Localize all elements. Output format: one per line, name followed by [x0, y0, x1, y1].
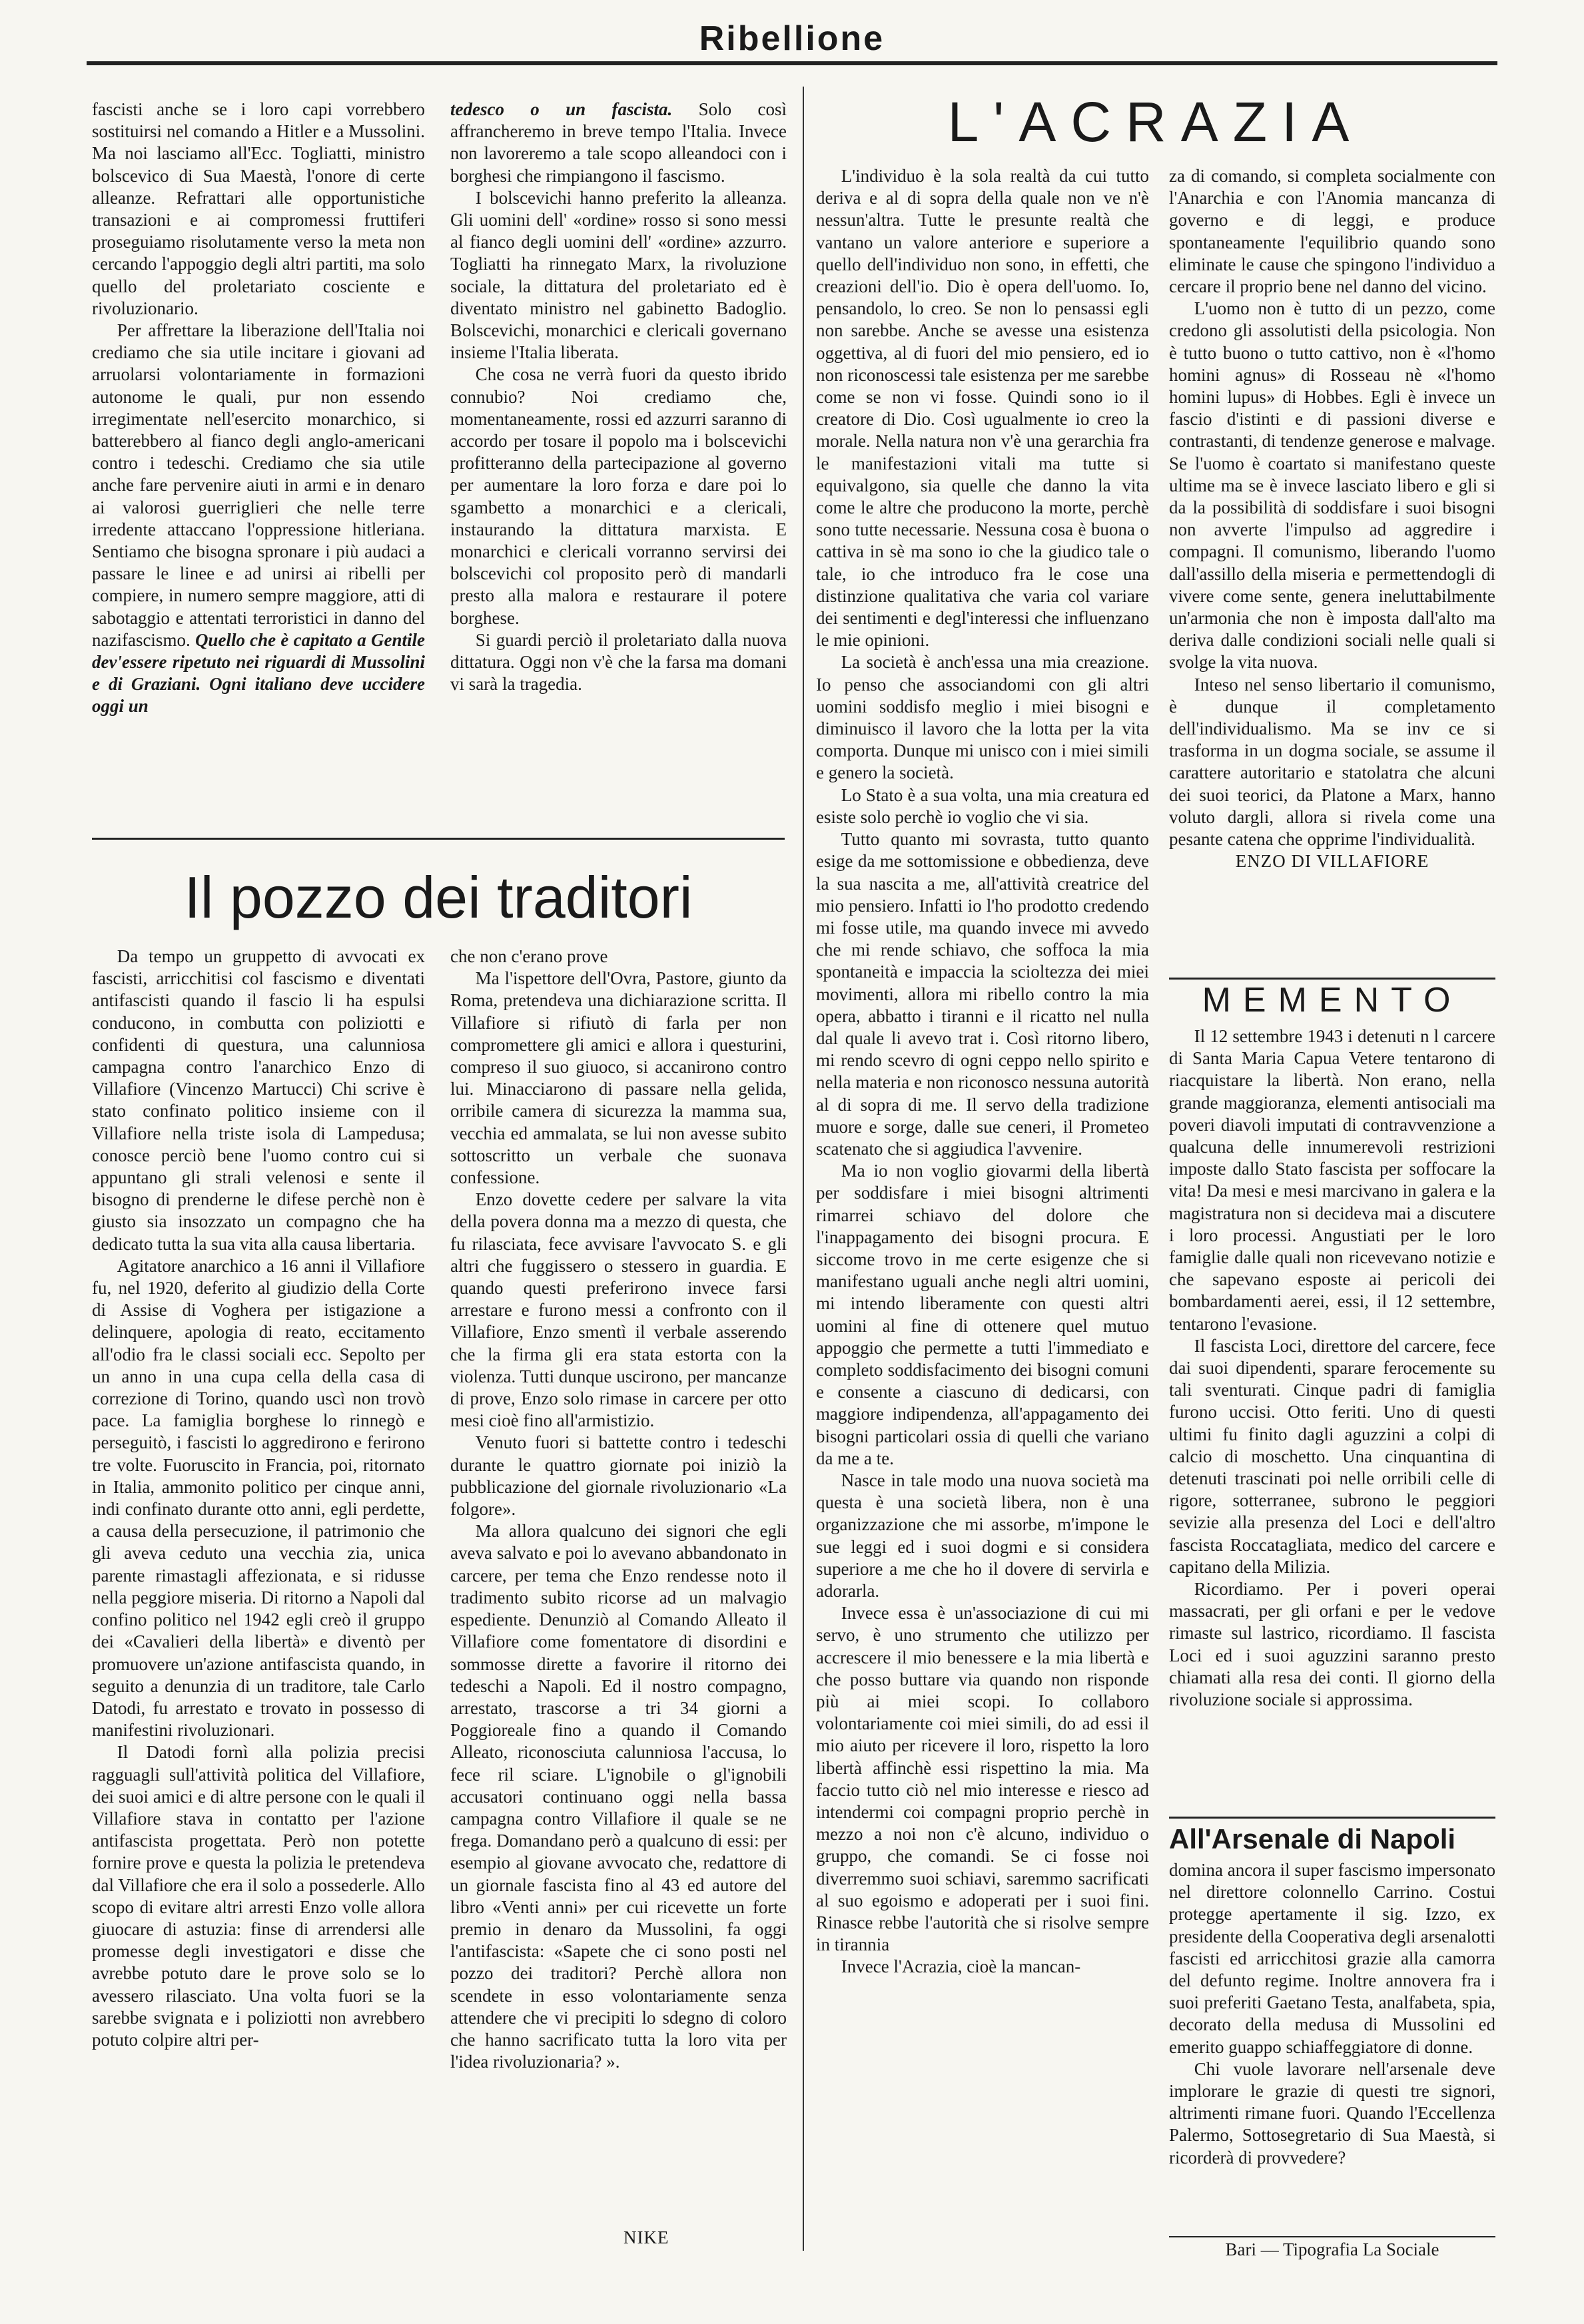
printer-imprint: Bari — Tipografia La Sociale: [1225, 2239, 1439, 2259]
pozzo-signature: NIKE: [623, 2227, 669, 2247]
acrazia-paragraph-7: Invece essa è un'associazione di cui mi servo, è uno strumento che utilizzo per accrescere il mio benessere e la mia libertà e che posso buttare via quando non risponde più ai miei scopi. Io collaboro volontariamente coi miei simili, do ad essi il mio aiuto per ricevere il loro, rispetto la loro libertà affinchè essi rispettino la mia. Ma faccio tutto ciò nel mio interesse e riesco ad intendermi coi compagni proprio perchè in mezzo a noi non c'è alcuno, individuo o gruppo, che comandi. Se ci fosse noi diverremmo suoi schiavi, saremmo sacrificati al suo egoismo e adoperati per i suoi fini. Rinasce rebbe l'autorità che si risolve sempre in tirannia: [816, 1603, 1149, 1955]
intro-paragraph-3-text: Solo così affrancheremo in breve tempo l'Italia. Invece non lavoreremo a tale scopo alleandoci con i borghesi che rimpiangono il fascismo.: [450, 99, 787, 186]
memento-column: [1169, 1025, 1495, 1825]
arsenale-title: All'Arsenale di Napoli: [1169, 1823, 1456, 1855]
acrazia-paragraph-10: L'uomo non è tutto di un pezzo, come credono gli assolutisti della psicologia. Non è tutto buono o tutto cattivo, non è «l'homo homini agnus» di Rosseau nè «l'homo homini lupus» di Hobbes. Egli è invece un fascio d'istinti e di passioni diverse e contrastanti, di tendenze generose e malvage. Se l'uomo è coartato si manifestano queste ultime ma se è invece lasciato libero e gli si da la possibilità di soddisfare i suoi bisogni non avverte l'impulso ad aggredire i compagni. Il comunismo, liberando l'uomo dall'assillo della miseria e permettendogli di vivere come sente, genera ineluttabilmente un'armonia che non è imposta dall'alto ma deriva dalle condizioni sociali nelle quali si svolge la vita nuova.: [1169, 298, 1495, 673]
pozzo-paragraph-5: Ma l'ispettore dell'Ovra, Pastore, giunto da Roma, pretendeva una dichiarazione scritta. Il Villafiore si rifiutò di farla per non compromettere gli amici e allora i questurini, compreso il suo giuoco, si accanirono contro lui. Minacciarono di passare nella gelida, orribile camera di sicurezza la mamma sua, vecchia ed ammalata, se lui non avesse subito sottoscritto un verbale che suonava confessione.: [450, 968, 787, 1188]
intro-column-1: [92, 99, 425, 804]
intro-paragraph-4: I bolscevichi hanno preferito la alleanza. Gli uomini dell' «ordine» rosso si sono messi al fianco degli uomini dell' «ordine» azzurro. Togliatti ha rinnegato Marx, la rivoluzione sociale, la dittatura del proletariato ed è diventato ministro nel gabinetto Badoglio. Bolscevichi, monarchici e clericali governano insieme l'Italia liberata.: [450, 187, 787, 363]
intro-paragraph-2-text: Per affrettare la liberazione dell'Italia noi crediamo che sia utile incitare i giovani ad arruolarsi volontariamente in formazioni autonome le quali, pur non essendo irregimentate nell'esercito monarchico, si batterebbero al fianco degli anglo-americani contro i tedeschi. Crediamo che sia utile anche fare pervenire aiuti in armi e in denaro ai valorosi guerriglieri che nelle terre irredente attaccano l'oppressione hitleriana. Sentiamo che bisogna spronare i più audaci a passare le linee e ad unirsi ai ribelli per compiere, in numero sempre maggiore, atti di sabotaggio e attentati terroristici in danno del nazifascismo.: [92, 320, 425, 650]
intro-emphasis-2: tedesco o un fascista.: [450, 99, 673, 119]
memento-paragraph-1: Il 12 settembre 1943 i detenuti n l carcere di Santa Maria Capua Vetere tentarono di riacquistare la libertà. Non erano, nella grande maggioranza, elementi antisociali ma poveri diavoli imputati di contravvenzione a qualcuna delle innumerevoli restrizioni imposte dallo Stato fascista per soffocare la vita! Da mesi e mesi marcivano in galera e la magistratura non si decideva mai a discutere i loro processi. Angustiati per le loro famiglie dalle quali non ricevevano notizie e che sapevano esposte ai pericoli dei bombardamenti aerei, essi, il 12 settembre, tentarono l'evasione.: [1169, 1026, 1495, 1334]
arsenale-paragraph-1: domina ancora il super fascismo impersonato nel direttore colonnello Carrino. Costui protegge apertamente il sig. Izzo, ex presidente della Cooperativa degli arsenalotti fascisti ed arricchitosi grazie alla camorra del defunto regime. Inoltre annovera fra i suoi preferiti Gaetano Testa, analfabeta, spia, decorato della medusa di Mussolini ed emerito guappo schiaffeggiatore di donne.: [1169, 1860, 1495, 2057]
acrazia-paragraph-4: Tutto quanto mi sovrasta, tutto quanto esige da me sottomissione e obbedienza, deve la sua nascita a me, all'attività creatrice del mio pensiero. Infatti io l'ho prodotto credendo mi fosse utile, ma quando invece mi avvedo che mi rende schiavo, che soffoca la mia spontaneità e impaccia la scioltezza dei miei movimenti, allora mi ribello contro la mia opera, abbatto i tiranni e il ricatto nel nulla dal quale li avevo trat i. Così ritorno libero, mi rendo scevro di ogni ceppo nello spirito e nella materia e non riconosco nessuna autorità al di sopra di me. Il servo della tradizione muore e sorge, dalle sue ceneri, il Prometeo scatenato che si aggiudica l'avvenire.: [816, 829, 1149, 1159]
acrazia-paragraph-11: Inteso nel senso libertario il comunismo, è dunque il completamento dell'individualismo. Ma se inv ce si trasforma in un dogma sociale, se assume il carattere autoritario e statolatra che alcuni dei suoi teorici, da Platone a Marx, hanno voluto dargli, allora si rivela come una pesante catena che opprime l'individualità.: [1169, 674, 1495, 850]
pozzo-title: Il pozzo dei traditori: [184, 864, 693, 930]
masthead: [87, 19, 1497, 65]
pozzo-paragraph-6: Enzo dovette cedere per salvare la vita della povera donna ma a mezzo di questa, che fu rilasciata, fece avvisare l'avvocato S. e gli altri che fuggissero o stessero in guardia. E quando questi preferirono invece farsi arrestare e furono messi a confronto con il Villafiore, Enzo smentì il verbale asserendo che la firma gli era stata estorta con la violenza. Tutti dunque uscirono, per mancanze di prove, Enzo solo rimase in carcere per otto mesi cioè fino all'armistizio.: [450, 1189, 787, 1431]
intro-paragraph-5: Che cosa ne verrà fuori da questo ibrido connubio? Noi crediamo che, momentaneamente, rossi ed azzurri saranno di accordo per tosare il popolo ma i bolscevichi profitteranno della partecipazione al governo per aumentare la loro forza e dare poi lo sgambetto a monarchici e a clericali, instaurando la dittatura marxista. E monarchici e clericali vorranno servirsi dei bolscevichi col proposito però di mandarli presto alla malora e restaurare il potere borghese.: [450, 364, 787, 628]
acrazia-column-2: [1169, 165, 1495, 971]
memento-title: MEMENTO: [1202, 981, 1463, 1019]
acrazia-title: L'ACRAZIA: [947, 91, 1364, 153]
pozzo-paragraph-4: che non c'erano prove: [450, 946, 608, 966]
pozzo-paragraph-7: Venuto fuori si battette contro i tedeschi durante le quattro giornate poi iniziò la pubblicazione del giornale rivoluzionario «La folgore».: [450, 1432, 787, 1520]
acrazia-paragraph-1: L'individuo è la sola realtà da cui tutto deriva e al di sopra della quale non ve n'è nessun'altra. Tutte le presunte realtà che vantano un valore anteriore e superiore a quello dell'individuo non sono, in effetti, che creazioni dell'io. Dio è opera dell'uomo. Io, pensandolo, lo creo. Se non lo pensassi egli non sarebbe. Anche se avesse una esistenza oggettiva, al di fuori del mio pensiero, ed io non riconoscessi tale esistenza per me sarebbe come se non vi fosse. Quindi sono io il creatore di Dio. Così ugualmente io creo la morale. Nella natura non v'è una gerarchia fra le manifestazioni vitali ma tutte si equivalgono, sia quelle che danno la vita come le altre che producono la morte, perchè sono tutte necessarie. Nessuna cosa è buona o cattiva in sè ma sono io che la giudico tale o tale, io che introduco fra le cose una distinzione qualitativa che varia col variare dei sentimenti e degl'interessi che influenzano le mie opinioni.: [816, 166, 1149, 651]
acrazia-column-1: [816, 165, 1149, 2229]
pozzo-column-2: [450, 946, 787, 2217]
acrazia-paragraph-9: za di comando, si completa socialmente con l'Anarchia e con l'Anomia mancanza di governo e di leggi, e produce spontaneamente l'equilibrio quando sono eliminate le cause che spingono l'individuo a cercare il proprio bene nel danno del vicino.: [1169, 166, 1495, 297]
pozzo-column-1: [92, 946, 425, 2217]
section-divider: [92, 838, 785, 840]
intro-paragraph-3: [450, 99, 787, 187]
column-divider: [803, 87, 804, 2251]
intro-paragraph-6: Si guardi perciò il proletariato dalla nuova dittatura. Oggi non v'è che la farsa ma domani vi sarà la tragedia.: [450, 629, 787, 695]
pozzo-paragraph-2: Agitatore anarchico a 16 anni il Villafiore fu, nel 1920, deferito al giudizio della Corte di Assise di Voghera per istigazione a delinquere, apologia di reato, eccitamento all'odio fra le classi sociali ecc. Sepolto per un anno in una cupa cella della casa di correzione di Torino, quando uscì non trovò pace. La famiglia borghese lo rinnegò e perseguitò, i fascisti lo aggredirono e ferirono tre volte. Fuoruscito in Francia, poi, ritornato in Italia, ammonito politico per cinque anni, indi confinato durante otto anni, egli perdette, a causa della persecuzione, il patrimonio che gli aveva ceduto una vecchia zia, unica parente rimastagli affezionata, e si ridusse nella peggiore miseria. Di ritorno a Napoli dal confino politico nel 1942 egli creò il gruppo dei «Cavalieri della libertà» e diventò per promuovere un'azione antifascista quando, in seguito a denunzia di un traditore, tale Carlo Datodi, fu arrestato e trovato in possesso di manifestini rivoluzionari.: [92, 1255, 425, 1741]
pozzo-paragraph-3: Il Datodi fornì alla polizia precisi ragguagli sull'attività politica del Villafiore, dei suoi amici e di altre persone con le quali il Villafiore stava in contatto per l'azione antifascista progettata. Però non potette fornire prove e questa la polizia le pretendeva dal Villafiore che era il solo a possederle. Allo scopo di evitare altri arresti Enzo volle allora giuocare di astuzia: finse di arrendersi alle promesse degli investigatori e disse che avrebbe potuto dare le prove solo se lo avessero rilasciato. Una volta fuori se la sarebbe svignata e i poliziotti non avrebbero potuto colpire altri per-: [92, 1742, 425, 2050]
arsenale-rule-top: [1169, 1817, 1495, 1819]
printer-block: [1169, 2239, 1495, 2265]
acrazia-paragraph-3: Lo Stato è a sua volta, una mia creatura ed esiste solo perchè io voglio che vi sia.: [816, 784, 1149, 827]
printer-rule: [1169, 2236, 1495, 2237]
memento-paragraph-3: Ricordiamo. Per i poveri operai massacrati, per gli orfani e per le vedove rimaste sul lastrico, ricordiamo. Il fascista Loci ed i suoi aguzzini saranno presto chiamati alla resa dei conti. Il giorno della rivoluzione sociale si approssima.: [1169, 1579, 1495, 1710]
intro-paragraph-2: [92, 320, 425, 718]
intro-column-2: [450, 99, 787, 804]
pozzo-paragraph-1: Da tempo un gruppetto di avvocati ex fascisti, arricchitisi col fascismo e diventati antifascisti quando il fascio li ha espulsi conducono, in combutta con poliziotti e confidenti di questura, una calunniosa campagna contro l'anarchico Enzo di Villafiore (Vincenzo Martucci) Chi scrive è stato confinato politico insieme con il Villafiore nella triste isola di Lampedusa; conosce perciò bene l'uomo contro cui si appuntano gli strali velenosi e sente il bisogno di prenderne le difese perchè non è giusto sia insozzato un compagno che ha dedicato tutta la sua vita alla causa libertaria.: [92, 946, 425, 1254]
arsenale-column: [1169, 1859, 1495, 2232]
memento-paragraph-2: Il fascista Loci, direttore del carcere, fece dai suoi dipendenti, sparare ferocemente su tali sventurati. Cinque padri di famiglia furono uccisi. Otto feriti. Uno di questi ultimi fu finito dagli aguzzini a colpi di calcio di moschetto. Una cinquantina di detenuti trascinati poi nelle orribili celle di rigore, sotterranee, subrono le peggiori sevizie alla presenza del Loci e dell'altro fascista Roccatagliata, medico del carcere e capitano della Milizia.: [1169, 1335, 1495, 1577]
pozzo-paragraph-8: Ma allora qualcuno dei signori che egli aveva salvato e poi lo avevano abbandonato in carcere, per tema che Enzo rendesse noto il tradimento subito ricorse ad un malvagio espediente. Denunziò al Comando Alleato il Villafiore come fomentatore di disordini e sommosse dirette a favorire il ritorno dei tedeschi a Napoli. Ed il nostro compagno, arrestato, trascorse a tri 34 giorni a Poggioreale fino a quando il Comando Alleato, riconosciuta calunniosa l'accusa, lo fece ril sciare. L'ignobile o gl'ignobili accusatori continuano oggi nella bassa campagna contro Villafiore il quale se ne frega. Domandano però a qualcuno di essi: per esempio al giovane avvocato che, redattore di un giornale fascista fino al 43 ed autore del libro «Venti anni» per cui ricevette un forte premio in denaro da Mussolini, fa oggi l'antifascista: «Sapete che ci sono posti nel pozzo dei traditori? Perchè allora non scendete in esso volontariamente senza attendere che vi precipiti lo sdegno di coloro che hanno sacrificato tutta la loro vita per l'idea rivoluzionaria? ».: [450, 1521, 787, 2072]
memento-rule-top: [1169, 978, 1495, 980]
acrazia-signature: ENZO DI VILLAFIORE: [1235, 851, 1429, 872]
masthead-title: Ribellione: [699, 19, 885, 58]
intro-emphasis-1: Quello che è capitato a Gentile dev'essere ripetuto nei riguardi di Mussolini e di Graziani. Ogni italiano deve uccidere oggi un: [92, 629, 425, 717]
acrazia-paragraph-5: Ma io non voglio giovarmi della libertà per soddisfare i miei bisogni altrimenti rimarrei schiavo del dolore che l'inappagamento dei bisogni procura. E siccome trovo in me certe esigenze che si manifestano uguali anche negli altri uomini, mi intendo liberamente con questi altri uomini al fine di ottenere quel mutuo appoggio che permette a tutti l'immediato e completo soddisfacimento dei bisogni comuni e consente a ciascuno di dedicarsi, con maggiore indipendenza, all'appagamento dei bisogni particolari ossia di quelli che variano da me a te.: [816, 1161, 1149, 1468]
intro-paragraph-1: fascisti anche se i loro capi vorrebbero sostituirsi nel comando a Hitler e a Mussolini. Ma noi lasciamo all'Ecc. Togliatti, ministro bolscevico di Sua Maestà, l'onore di certe alleanze. Refrattari alle opportunistiche transazioni e ai compromessi fruttiferi proseguiamo risolutamente verso la meta non cercando l'appoggio degli altri partiti, ma solo quello del proletariato cosciente e rivoluzionario.: [92, 99, 425, 318]
masthead-rule: [87, 61, 1497, 65]
pozzo-signature-block: [450, 2227, 787, 2253]
arsenale-paragraph-2: Chi vuole lavorare nell'arsenale deve implorare le grazie di questi tre signori, altrimenti rimane fuori. Quando l'Eccellenza Palermo, Sottosegretario di Sua Maestà, si ricorderà di provvedere?: [1169, 2058, 1495, 2168]
acrazia-paragraph-8: Invece l'Acrazia, cioè la mancan-: [841, 1956, 1081, 1977]
acrazia-paragraph-2: La società è anch'essa una mia creazione. Io penso che associandomi con gli altri uomini soddisfo meglio i miei bisogni e diminuisco il lavoro che la lotta per la vita comporta. Dunque mi unisco con i miei simili e genero la società.: [816, 652, 1149, 783]
acrazia-paragraph-6: Nasce in tale modo una nuova società ma questa è una società libera, non è una organizzazione che mi assorbe, m'impone le sue leggi ed i suoi dogmi e si considera superiore a me che ho il dovere di servirla e adorarla.: [816, 1470, 1149, 1601]
